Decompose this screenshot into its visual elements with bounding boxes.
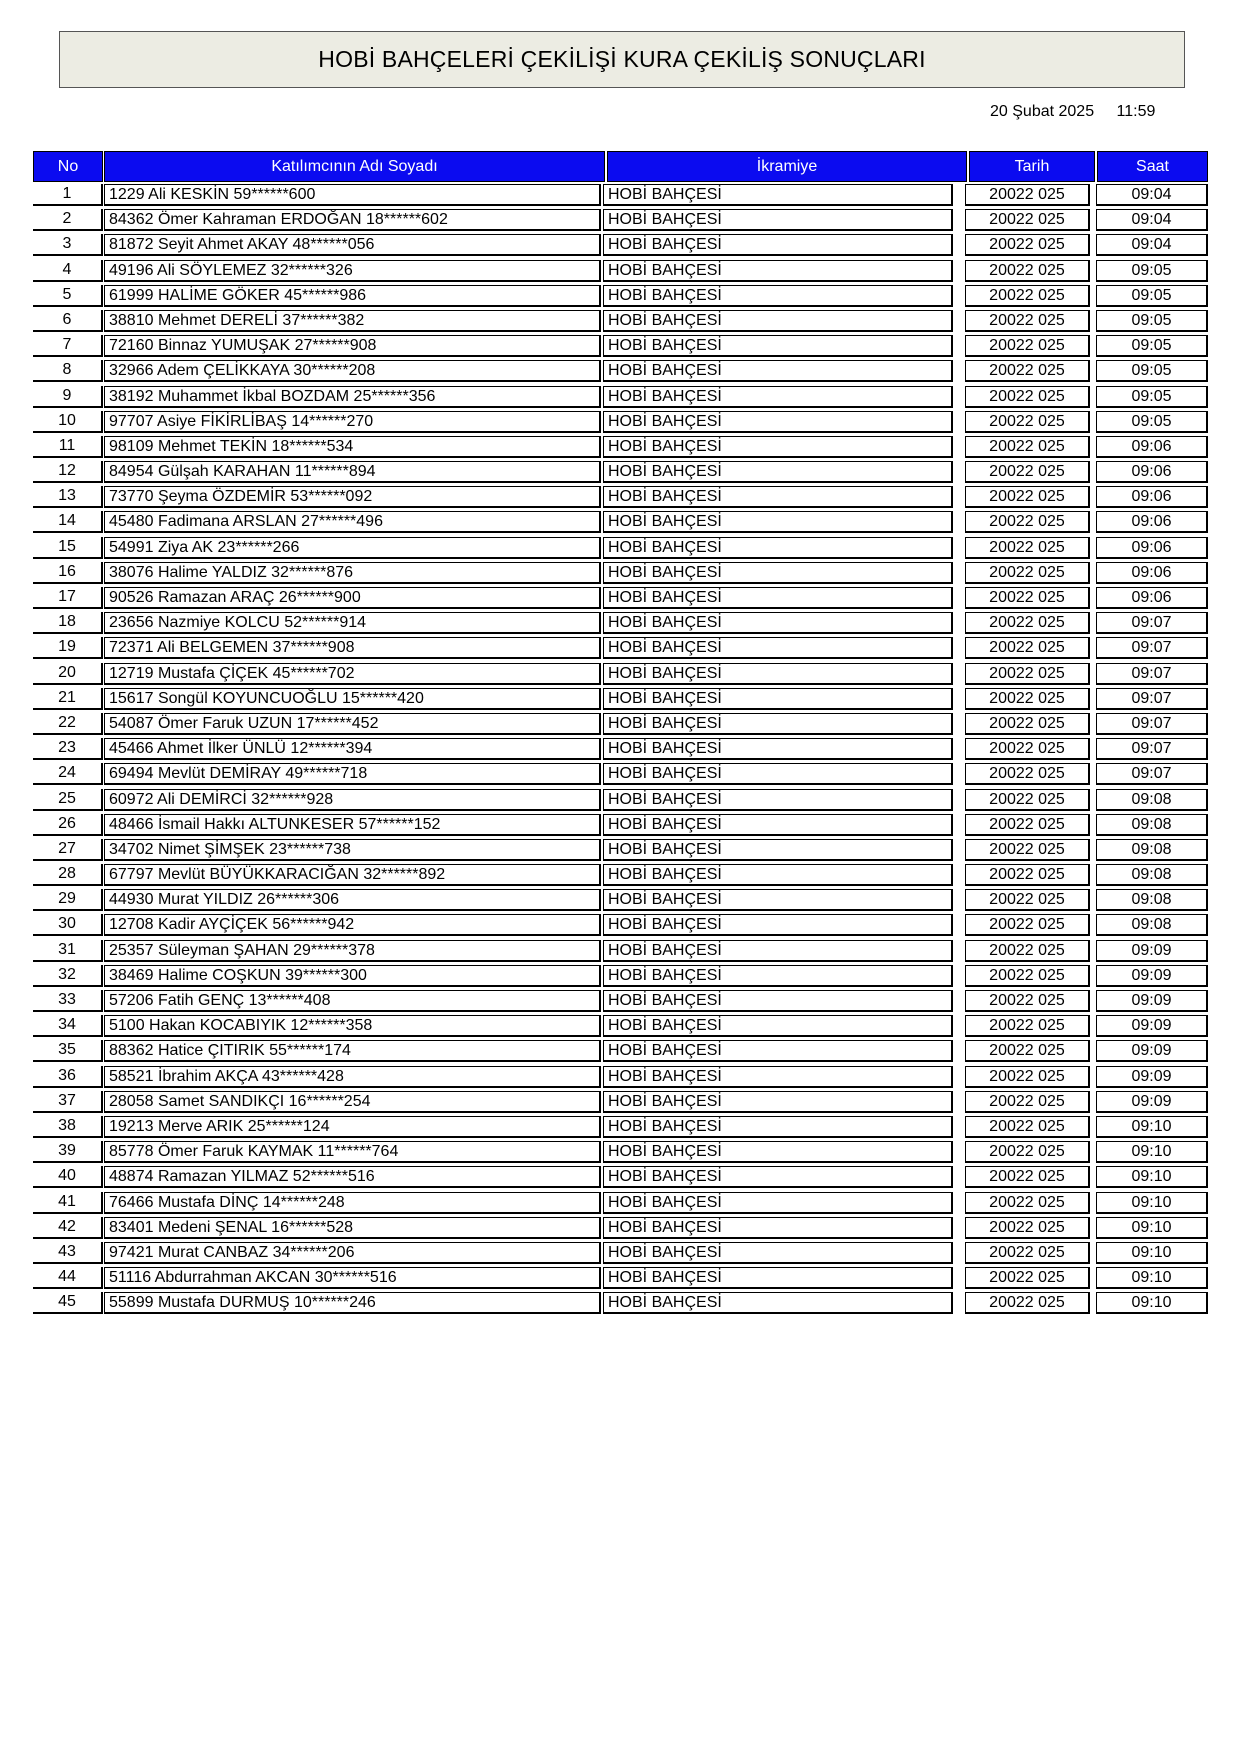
participant-name: 38469 Halime COŞKUN 39******300 [104, 965, 601, 987]
draw-time: 09:05 [1096, 335, 1208, 357]
prize-name: HOBİ BAHÇESİ [603, 1267, 953, 1289]
row-number: 7 [33, 335, 103, 357]
header-date: Tarih [969, 151, 1095, 182]
draw-time: 09:08 [1096, 914, 1208, 936]
participant-name: 48466 İsmail Hakkı ALTUNKESER 57******152 [104, 814, 601, 836]
table-row [33, 1140, 1208, 1165]
row-number: 20 [33, 663, 103, 685]
draw-time: 09:06 [1096, 461, 1208, 483]
participant-name: 85778 Ömer Faruk KAYMAK 11******764 [104, 1141, 601, 1163]
prize-name: HOBİ BAHÇESİ [603, 763, 953, 785]
row-number: 15 [33, 537, 103, 559]
row-number: 41 [33, 1192, 103, 1214]
draw-time: 09:10 [1096, 1292, 1208, 1314]
prize-name: HOBİ BAHÇESİ [603, 1116, 953, 1138]
prize-name: HOBİ BAHÇESİ [603, 587, 953, 609]
participant-name: 97421 Murat CANBAZ 34******206 [104, 1242, 601, 1264]
table-row [33, 359, 1208, 384]
prize-name: HOBİ BAHÇESİ [603, 1015, 953, 1037]
table-row [33, 1115, 1208, 1140]
prize-name: HOBİ BAHÇESİ [603, 738, 953, 760]
draw-date: 20022 025 [965, 965, 1090, 987]
table-row [33, 662, 1208, 687]
draw-time: 09:09 [1096, 965, 1208, 987]
draw-date: 20022 025 [965, 940, 1090, 962]
report-time: 11:59 [1116, 103, 1156, 120]
table-row [33, 737, 1208, 762]
table-row [33, 863, 1208, 888]
draw-time: 09:04 [1096, 209, 1208, 231]
row-number: 3 [33, 234, 103, 256]
draw-time: 09:04 [1096, 184, 1208, 206]
row-number: 40 [33, 1166, 103, 1188]
row-number: 26 [33, 814, 103, 836]
draw-date: 20022 025 [965, 285, 1090, 307]
draw-date: 20022 025 [965, 310, 1090, 332]
prize-name: HOBİ BAHÇESİ [603, 1242, 953, 1264]
participant-name: 60972 Ali DEMİRCİ 32******928 [104, 789, 601, 811]
draw-time: 09:08 [1096, 889, 1208, 911]
draw-time: 09:09 [1096, 990, 1208, 1012]
table-row [33, 636, 1208, 661]
draw-time: 09:10 [1096, 1166, 1208, 1188]
participant-name: 73770 Şeyma ÖZDEMİR 53******092 [104, 486, 601, 508]
participant-name: 57206 Fatih GENÇ 13******408 [104, 990, 601, 1012]
participant-name: 88362 Hatice ÇITIRIK 55******174 [104, 1040, 601, 1062]
participant-name: 84954 Gülşah KARAHAN 11******894 [104, 461, 601, 483]
participant-name: 97707 Asiye FİKİRLİBAŞ 14******270 [104, 411, 601, 433]
participant-name: 51116 Abdurrahman AKCAN 30******516 [104, 1267, 601, 1289]
draw-date: 20022 025 [965, 436, 1090, 458]
row-number: 37 [33, 1091, 103, 1113]
prize-name: HOBİ BAHÇESİ [603, 562, 953, 584]
draw-time: 09:07 [1096, 612, 1208, 634]
participant-name: 90526 Ramazan ARAÇ 26******900 [104, 587, 601, 609]
table-row [33, 838, 1208, 863]
table-row [33, 435, 1208, 460]
table-row [33, 611, 1208, 636]
prize-name: HOBİ BAHÇESİ [603, 184, 953, 206]
participant-name: 5100 Hakan KOCABIYIK 12******358 [104, 1015, 601, 1037]
draw-date: 20022 025 [965, 461, 1090, 483]
prize-name: HOBİ BAHÇESİ [603, 612, 953, 634]
draw-date: 20022 025 [965, 789, 1090, 811]
draw-date: 20022 025 [965, 1292, 1090, 1314]
table-row [33, 208, 1208, 233]
table-row [33, 1014, 1208, 1039]
participant-name: 19213 Merve ARIK 25******124 [104, 1116, 601, 1138]
row-number: 11 [33, 436, 103, 458]
row-number: 28 [33, 864, 103, 886]
table-row [33, 712, 1208, 737]
table-row [33, 410, 1208, 435]
row-number: 30 [33, 914, 103, 936]
draw-time: 09:05 [1096, 386, 1208, 408]
draw-time: 09:09 [1096, 940, 1208, 962]
draw-time: 09:07 [1096, 738, 1208, 760]
row-number: 33 [33, 990, 103, 1012]
participant-name: 61999 HALİME GÖKER 45******986 [104, 285, 601, 307]
draw-date: 20022 025 [965, 335, 1090, 357]
prize-name: HOBİ BAHÇESİ [603, 310, 953, 332]
draw-time: 09:05 [1096, 285, 1208, 307]
table-row [33, 334, 1208, 359]
page-title: HOBİ BAHÇELERİ ÇEKİLİŞİ KURA ÇEKİLİŞ SONUÇLARI [318, 46, 926, 72]
draw-date: 20022 025 [965, 864, 1090, 886]
draw-date: 20022 025 [965, 637, 1090, 659]
table-row [33, 762, 1208, 787]
results-table-body [33, 183, 1208, 1316]
draw-date: 20022 025 [965, 260, 1090, 282]
draw-date: 20022 025 [965, 360, 1090, 382]
table-row [33, 1266, 1208, 1291]
draw-time: 09:10 [1096, 1141, 1208, 1163]
draw-time: 09:05 [1096, 411, 1208, 433]
draw-date: 20022 025 [965, 738, 1090, 760]
participant-name: 23656 Nazmiye KOLCU 52******914 [104, 612, 601, 634]
row-number: 21 [33, 688, 103, 710]
table-row [33, 1241, 1208, 1266]
draw-date: 20022 025 [965, 511, 1090, 533]
draw-date: 20022 025 [965, 914, 1090, 936]
draw-date: 20022 025 [965, 839, 1090, 861]
row-number: 16 [33, 562, 103, 584]
participant-name: 58521 İbrahim AKÇA 43******428 [104, 1066, 601, 1088]
draw-time: 09:09 [1096, 1091, 1208, 1113]
participant-name: 72371 Ali BELGEMEN 37******908 [104, 637, 601, 659]
draw-date: 20022 025 [965, 713, 1090, 735]
header-no: No [33, 151, 103, 182]
draw-time: 09:09 [1096, 1015, 1208, 1037]
participant-name: 83401 Medeni ŞENAL 16******528 [104, 1217, 601, 1239]
draw-time: 09:10 [1096, 1267, 1208, 1289]
row-number: 42 [33, 1217, 103, 1239]
table-row [33, 460, 1208, 485]
row-number: 17 [33, 587, 103, 609]
prize-name: HOBİ BAHÇESİ [603, 688, 953, 710]
prize-name: HOBİ BAHÇESİ [603, 1141, 953, 1163]
prize-name: HOBİ BAHÇESİ [603, 864, 953, 886]
draw-date: 20022 025 [965, 1217, 1090, 1239]
row-number: 32 [33, 965, 103, 987]
draw-time: 09:09 [1096, 1040, 1208, 1062]
prize-name: HOBİ BAHÇESİ [603, 436, 953, 458]
header-participant-name: Katılımcının Adı Soyadı [104, 151, 605, 182]
participant-name: 45480 Fadimana ARSLAN 27******496 [104, 511, 601, 533]
draw-time: 09:07 [1096, 713, 1208, 735]
participant-name: 34702 Nimet ŞİMŞEK 23******738 [104, 839, 601, 861]
table-row [33, 1065, 1208, 1090]
prize-name: HOBİ BAHÇESİ [603, 1040, 953, 1062]
table-row [33, 687, 1208, 712]
draw-time: 09:10 [1096, 1242, 1208, 1264]
draw-time: 09:06 [1096, 486, 1208, 508]
row-number: 24 [33, 763, 103, 785]
table-row [33, 385, 1208, 410]
prize-name: HOBİ BAHÇESİ [603, 209, 953, 231]
page-title-box [59, 31, 1185, 88]
row-number: 19 [33, 637, 103, 659]
row-number: 4 [33, 260, 103, 282]
participant-name: 38192 Muhammet İkbal BOZDAM 25******356 [104, 386, 601, 408]
participant-name: 28058 Samet SANDIKÇI 16******254 [104, 1091, 601, 1113]
participant-name: 15617 Songül KOYUNCUOĞLU 15******420 [104, 688, 601, 710]
prize-name: HOBİ BAHÇESİ [603, 839, 953, 861]
draw-date: 20022 025 [965, 889, 1090, 911]
draw-date: 20022 025 [965, 1141, 1090, 1163]
draw-date: 20022 025 [965, 486, 1090, 508]
draw-time: 09:05 [1096, 360, 1208, 382]
draw-date: 20022 025 [965, 562, 1090, 584]
draw-time: 09:10 [1096, 1116, 1208, 1138]
table-row [33, 183, 1208, 208]
draw-time: 09:10 [1096, 1192, 1208, 1214]
table-row [33, 939, 1208, 964]
draw-date: 20022 025 [965, 990, 1090, 1012]
table-row [33, 284, 1208, 309]
draw-time: 09:07 [1096, 763, 1208, 785]
draw-date: 20022 025 [965, 587, 1090, 609]
row-number: 5 [33, 285, 103, 307]
prize-name: HOBİ BAHÇESİ [603, 914, 953, 936]
participant-name: 1229 Ali KESKİN 59******600 [104, 184, 601, 206]
draw-date: 20022 025 [965, 209, 1090, 231]
table-row [33, 1291, 1208, 1316]
draw-date: 20022 025 [965, 1166, 1090, 1188]
draw-time: 09:06 [1096, 537, 1208, 559]
row-number: 25 [33, 789, 103, 811]
draw-time: 09:06 [1096, 587, 1208, 609]
row-number: 39 [33, 1141, 103, 1163]
row-number: 43 [33, 1242, 103, 1264]
draw-time: 09:05 [1096, 310, 1208, 332]
prize-name: HOBİ BAHÇESİ [603, 965, 953, 987]
prize-name: HOBİ BAHÇESİ [603, 285, 953, 307]
table-row [33, 259, 1208, 284]
draw-time: 09:06 [1096, 436, 1208, 458]
report-date: 20 Şubat 2025 [990, 103, 1095, 120]
row-number: 35 [33, 1040, 103, 1062]
prize-name: HOBİ BAHÇESİ [603, 386, 953, 408]
participant-name: 44930 Murat YILDIZ 26******306 [104, 889, 601, 911]
prize-name: HOBİ BAHÇESİ [603, 940, 953, 962]
draw-date: 20022 025 [965, 537, 1090, 559]
row-number: 2 [33, 209, 103, 231]
row-number: 13 [33, 486, 103, 508]
draw-date: 20022 025 [965, 184, 1090, 206]
draw-date: 20022 025 [965, 814, 1090, 836]
prize-name: HOBİ BAHÇESİ [603, 486, 953, 508]
draw-time: 09:07 [1096, 637, 1208, 659]
participant-name: 12708 Kadir AYÇİÇEK 56******942 [104, 914, 601, 936]
participant-name: 67797 Mevlüt BÜYÜKKARACIĞAN 32******892 [104, 864, 601, 886]
row-number: 6 [33, 310, 103, 332]
prize-name: HOBİ BAHÇESİ [603, 335, 953, 357]
draw-date: 20022 025 [965, 1066, 1090, 1088]
draw-date: 20022 025 [965, 1242, 1090, 1264]
participant-name: 76466 Mustafa DİNÇ 14******248 [104, 1192, 601, 1214]
participant-name: 98109 Mehmet TEKİN 18******534 [104, 436, 601, 458]
draw-date: 20022 025 [965, 688, 1090, 710]
participant-name: 81872 Seyit Ahmet AKAY 48******056 [104, 234, 601, 256]
prize-name: HOBİ BAHÇESİ [603, 990, 953, 1012]
participant-name: 49196 Ali SÖYLEMEZ 32******326 [104, 260, 601, 282]
prize-name: HOBİ BAHÇESİ [603, 1166, 953, 1188]
prize-name: HOBİ BAHÇESİ [603, 260, 953, 282]
participant-name: 38810 Mehmet DERELİ 37******382 [104, 310, 601, 332]
draw-date: 20022 025 [965, 1267, 1090, 1289]
row-number: 34 [33, 1015, 103, 1037]
participant-name: 25357 Süleyman ŞAHAN 29******378 [104, 940, 601, 962]
draw-date: 20022 025 [965, 1091, 1090, 1113]
draw-time: 09:04 [1096, 234, 1208, 256]
row-number: 29 [33, 889, 103, 911]
prize-name: HOBİ BAHÇESİ [603, 1192, 953, 1214]
draw-time: 09:10 [1096, 1217, 1208, 1239]
draw-date: 20022 025 [965, 386, 1090, 408]
table-row [33, 561, 1208, 586]
prize-name: HOBİ BAHÇESİ [603, 537, 953, 559]
table-row [33, 913, 1208, 938]
table-row [33, 1216, 1208, 1241]
draw-time: 09:08 [1096, 864, 1208, 886]
row-number: 12 [33, 461, 103, 483]
row-number: 45 [33, 1292, 103, 1314]
prize-name: HOBİ BAHÇESİ [603, 511, 953, 533]
table-row [33, 1039, 1208, 1064]
table-row [33, 586, 1208, 611]
draw-time: 09:06 [1096, 511, 1208, 533]
row-number: 14 [33, 511, 103, 533]
draw-date: 20022 025 [965, 234, 1090, 256]
draw-date: 20022 025 [965, 612, 1090, 634]
table-row [33, 536, 1208, 561]
prize-name: HOBİ BAHÇESİ [603, 1091, 953, 1113]
draw-time: 09:06 [1096, 562, 1208, 584]
table-row [33, 989, 1208, 1014]
table-row [33, 309, 1208, 334]
participant-name: 84362 Ömer Kahraman ERDOĞAN 18******602 [104, 209, 601, 231]
draw-date: 20022 025 [965, 1116, 1090, 1138]
table-row [33, 1165, 1208, 1190]
participant-name: 45466 Ahmet İlker ÜNLÜ 12******394 [104, 738, 601, 760]
draw-date: 20022 025 [965, 663, 1090, 685]
participant-name: 12719 Mustafa ÇİÇEK 45******702 [104, 663, 601, 685]
table-row [33, 485, 1208, 510]
prize-name: HOBİ BAHÇESİ [603, 1292, 953, 1314]
draw-time: 09:09 [1096, 1066, 1208, 1088]
draw-time: 09:07 [1096, 663, 1208, 685]
row-number: 10 [33, 411, 103, 433]
row-number: 9 [33, 386, 103, 408]
prize-name: HOBİ BAHÇESİ [603, 814, 953, 836]
draw-time: 09:08 [1096, 839, 1208, 861]
prize-name: HOBİ BAHÇESİ [603, 360, 953, 382]
prize-name: HOBİ BAHÇESİ [603, 713, 953, 735]
draw-time: 09:08 [1096, 814, 1208, 836]
participant-name: 54991 Ziya AK 23******266 [104, 537, 601, 559]
table-row [33, 888, 1208, 913]
row-number: 1 [33, 184, 103, 206]
row-number: 23 [33, 738, 103, 760]
draw-date: 20022 025 [965, 1192, 1090, 1214]
prize-name: HOBİ BAHÇESİ [603, 234, 953, 256]
draw-date: 20022 025 [965, 1015, 1090, 1037]
participant-name: 72160 Binnaz YUMUŞAK 27******908 [104, 335, 601, 357]
participant-name: 69494 Mevlüt DEMİRAY 49******718 [104, 763, 601, 785]
participant-name: 32966 Adem ÇELİKKAYA 30******208 [104, 360, 601, 382]
prize-name: HOBİ BAHÇESİ [603, 461, 953, 483]
participant-name: 54087 Ömer Faruk UZUN 17******452 [104, 713, 601, 735]
draw-date: 20022 025 [965, 411, 1090, 433]
row-number: 36 [33, 1066, 103, 1088]
table-row [33, 1191, 1208, 1216]
prize-name: HOBİ BAHÇESİ [603, 1066, 953, 1088]
draw-time: 09:07 [1096, 688, 1208, 710]
participant-name: 48874 Ramazan YILMAZ 52******516 [104, 1166, 601, 1188]
row-number: 38 [33, 1116, 103, 1138]
prize-name: HOBİ BAHÇESİ [603, 789, 953, 811]
participant-name: 38076 Halime YALDIZ 32******876 [104, 562, 601, 584]
header-prize: İkramiye [607, 151, 967, 182]
prize-name: HOBİ BAHÇESİ [603, 1217, 953, 1239]
row-number: 44 [33, 1267, 103, 1289]
table-row [33, 813, 1208, 838]
prize-name: HOBİ BAHÇESİ [603, 411, 953, 433]
prize-name: HOBİ BAHÇESİ [603, 663, 953, 685]
draw-time: 09:08 [1096, 789, 1208, 811]
draw-time: 09:05 [1096, 260, 1208, 282]
row-number: 18 [33, 612, 103, 634]
row-number: 8 [33, 360, 103, 382]
report-datetime [990, 103, 1155, 121]
table-row [33, 510, 1208, 535]
table-row [33, 964, 1208, 989]
row-number: 31 [33, 940, 103, 962]
prize-name: HOBİ BAHÇESİ [603, 889, 953, 911]
header-time: Saat [1097, 151, 1208, 182]
draw-date: 20022 025 [965, 763, 1090, 785]
table-row [33, 233, 1208, 258]
row-number: 22 [33, 713, 103, 735]
table-header [33, 151, 1208, 182]
participant-name: 55899 Mustafa DURMUŞ 10******246 [104, 1292, 601, 1314]
draw-date: 20022 025 [965, 1040, 1090, 1062]
row-number: 27 [33, 839, 103, 861]
prize-name: HOBİ BAHÇESİ [603, 637, 953, 659]
table-row [33, 1090, 1208, 1115]
table-row [33, 788, 1208, 813]
